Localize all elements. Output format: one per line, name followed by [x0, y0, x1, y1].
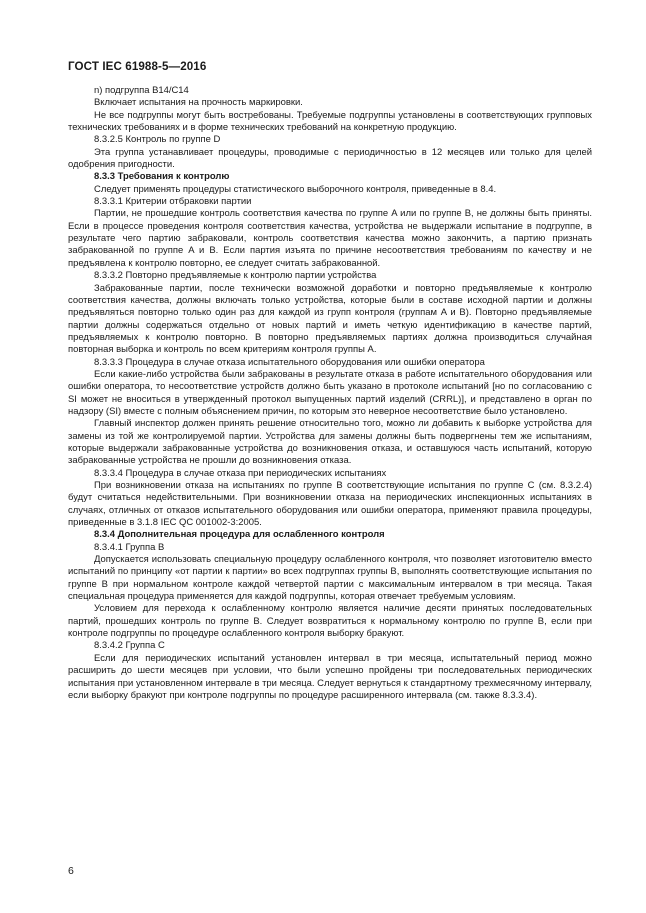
paragraph: Если для периодических испытаний установлен интервал в три месяца, испытательный период можно расширить до шести месяцев при условии, что были успешно пройдены три последовательных периодических испытания при установленном интервале в три месяца. Следует вернуться к стандартному трехмесячному интервалу, если выборку бракуют при контроле подгруппы по процедуре расширенного интервала (см. также 8.3.3.4).: [68, 652, 592, 701]
paragraph: 8.3.4.2 Группа C: [94, 640, 165, 652]
paragraph: Условием для перехода к ослабленному контролю является наличие десяти принятых последовательных партий, прошедших контроль по группе B. Следует возвратиться к нормальному контролю по группе B, если при контроле подгруппы по процедуре ослабленного контроля выборку бракуют.: [68, 603, 592, 640]
paragraph: Партии, не прошедшие контроль соответствия качества по группе A или по группе B, не должны быть приняты. Если в процессе проведения контроля соответствия качества, устройства не выдержали испытание в подгруппе, в результате чего партию забраковали, контроль соответствия качества можно закончить, а партию признать забракованной по группе A и B. Если партия изъята по причине несоответствия требованиям по качеству и не предъявлена к контролю повторно, ее следует считать забракованной.: [68, 208, 592, 269]
paragraph: 8.3.3.4 Процедура в случае отказа при периодических испытаниях: [94, 467, 387, 479]
paragraph: Включает испытания на прочность маркировки.: [94, 97, 303, 109]
paragraph: 8.3.4.1 Группа B: [94, 541, 165, 553]
paragraph: Допускается использовать специальную процедуру ослабленного контроля, что позволяет изготовителю вместо испытаний по принципу «от партии к партии» во всех подгруппах группы B, выполнять соответствующие испытания по группе B при нормальном контроле каждой четвертой партии с максимальным интервалом в три месяца. Такая специальная процедура применяется для каждой подгруппы, которая отвечает требуемым условиям.: [68, 554, 592, 603]
paragraph: 8.3.3.2 Повторно предъявляемые к контролю партии устройства: [94, 270, 377, 282]
document-header: ГОСТ IEC 61988-5—2016: [68, 60, 207, 73]
paragraph: При возникновении отказа на испытаниях по группе B соответствующие испытания по группе C (см. 8.3.2.4) будут считаться недействительными. При возникновении отказа на периодических инспекционных испытаниях в случаях, отличных от отказов испытательного оборудования или ошибки оператора, применяют правила процедуры, приведенные в 3.1.8 IEC QC 001002-3:2005.: [68, 480, 592, 529]
section-heading: 8.3.3 Требования к контролю: [94, 171, 230, 183]
section-heading: 8.3.4 Дополнительная процедура для ослабленного контроля: [94, 529, 385, 541]
paragraph: 8.3.2.5 Контроль по группе D: [94, 134, 221, 146]
page-number: 6: [68, 865, 74, 877]
paragraph: Главный инспектор должен принять решение относительно того, можно ли добавить к выборке устройства для замены из той же контролируемой партии. Устройства для замены должны быть подвергнены тем же испытаниям, которые выдержали забракованные устройства до возникновения отказа, и оставшуюся часть испытаний, которую забракованные устройства не прошли до возникновения отказа.: [68, 418, 592, 467]
document-body: [68, 85, 592, 702]
paragraph: 8.3.3.1 Критерии отбраковки партии: [94, 196, 252, 208]
paragraph: Эта группа устанавливает процедуры, проводимые с периодичностью в 12 месяцев или только для целей одобрения пригодности.: [68, 146, 592, 171]
paragraph: 8.3.3.3 Процедура в случае отказа испытательного оборудования или ошибки оператора: [94, 356, 485, 368]
paragraph: Следует применять процедуры статистического выборочного контроля, приведенные в 8.4.: [94, 183, 497, 195]
paragraph: Не все подгруппы могут быть востребованы. Требуемые подгруппы установлены в соответствующих групповых технических требованиях и в форме технических требований на конкретную продукцию.: [68, 109, 592, 134]
paragraph: n) подгруппа B14/C14: [94, 85, 189, 96]
paragraph: Забракованные партии, после технически возможной доработки и повторно предъявляемые к контролю соответствия качества, должны включать только устройства, которые были в составе исходной партии и должны предъявляться повторно только один раз для каждой из групп контроля (группам A и B). Повторно предъявляемые партии должны содержаться отдельно от новых партий и иметь четкую идентификацию в качестве партий, предъявляемых к контролю повторно. В повторно предъявляемых партиях должна производиться случайная повторная выборка и контроль по всем критериям контроля группы A.: [68, 282, 592, 356]
paragraph: Если какие-либо устройства были забракованы в результате отказа в работе испытательного оборудования или ошибки оператора, то несоответствие устройств должно быть указано в протоколе испытаний [но по согласованию с SI может не вноситься в утвержденный протокол выпущенных партий изделий (CRRL)], и представлено в орган по надзору (SI) вместе с полным объяснением причин, по которым это неверное несоответствие было установлено.: [68, 368, 592, 417]
